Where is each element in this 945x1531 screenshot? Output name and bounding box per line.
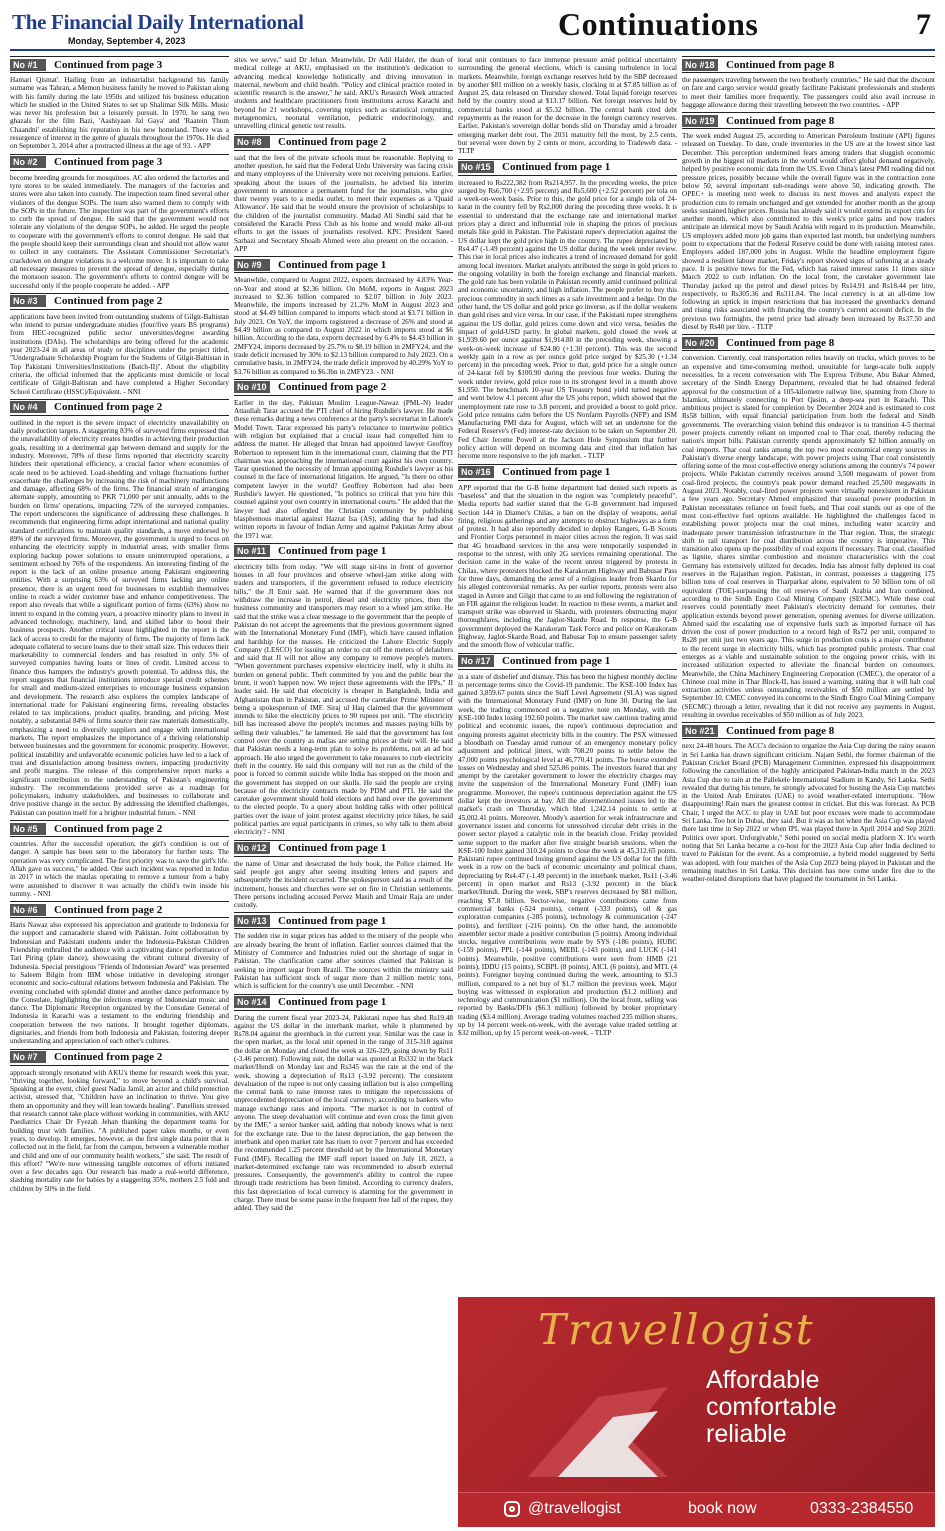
newspaper-title: The Financial Daily International	[12, 10, 304, 34]
story-header	[10, 1049, 229, 1066]
story	[10, 293, 229, 396]
continued-from-label: Continued from page 1	[502, 161, 611, 174]
story-number-badge: No #12	[234, 842, 270, 854]
instagram-icon	[504, 1501, 520, 1517]
masthead	[10, 8, 935, 48]
continued-from-label: Continued from page 2	[278, 381, 387, 394]
continued-from-label: Continued from page 1	[278, 258, 387, 271]
continued-from-label: Continued from page 2	[54, 295, 163, 308]
continued-from-label: Continued from page 8	[726, 58, 835, 71]
continued-from-label: Continued from page 2	[54, 401, 163, 414]
story-header	[10, 820, 229, 837]
story-header	[234, 134, 453, 151]
story-body: approach strongly resonated with AKU's theme for research week this year, "thriving together, looking forward," to move beyond a child's survival. Speaking at the event, chief guest Nadia Jamil, an actor and child protection activist, stressed that, "Children have an inclination to thrive. You give them an opportunity and they will lean towards healing". Panellists stressed that research cannot take place without working in communities, with AKU Paediatrics Chair Dr Fyezah Jehan thanking the department teams for building trust with families. "A published paper takes months, or even years, to develop. It emerges, however, as the first single data point that is collected out in the field, far from the campus, between a vulnerable mother and child and one of our community health workers," she said. The result of this effort? "We're now witnessing tangible outcomes of efforts initiated over a few decades ago. Our research has made a real-world difference, slashing mortality rate for babies by a staggering 35%, mothers 2.5 fold and children by 50% in the field	[10, 1068, 229, 1193]
column-2	[234, 56, 453, 1216]
continued-from-label: Continued from page 1	[278, 842, 387, 855]
ad-contact-bar	[458, 1492, 935, 1527]
story-body: local unit continues to face immense pressure amid political uncertainty surrounding the general elections, which is causing turbulence in local markets. Meanwhile, foreign exchange reserves held by the SBP decreased by another $81 million on a weekly basis, clocking in at $7.85 billion as of August 25, data released on Thursday showed. Total liquid foreign reserves held by the country stood at $13.17 billion. Net foreign reserves held by commercial banks stood at $5.32 billion. The central bank cited debt repayments as the reason for the decrease in the foreign currency reserves. Earlier, Pakistan's sovereign dollar bonds slid on Thursday amid a broader emerging market debt rout. The 2031 maturity fell the most, by 2.5 cents, but several were down by 2 cents or more, according to Tradeweb data. - TLTP	[458, 56, 677, 156]
story	[234, 912, 453, 990]
story-number-badge: No #19	[682, 115, 718, 127]
story-body: conversion. Currently, coal transportation relies heavily on trucks, which proves to be an expensive and time-consuming method, unsuitable for large-scale bulk supply necessities. In a recent conversation with The Express Tribune, Abu Bakar Ahmed, secretary of the Sindh Energy Department, revealed that he had obtained federal approval for the construction of a 105-kilometre railway line, spanning from Chore to Islamkot, ultimately connecting to Port Qasim, a deep-sea port in Karachi. This ambitious project is slated for completion by December 2024 and is estimated to cost Rs58 billion, with equal financial participation from both the federal and Sindh governments. The overarching vision behind this endeavor is to transition 4-5 thermal power projects currently reliant on imported coal to Thar coal, thereby reducing the nation's import bills. Pakistan currently spends approximately $2 billion annually on coal imports. Thar coal ranks among the top two most economical energy sources in Pakistan's diverse energy landscape, with power projects using Thar coal consistently offering some of the most cost-effective energy solutions among the country's 74 power projects. While Pakistan currently receives around 3,500 megawatts of power from coal-fired projects, the country's peak power demand reached 25,500 megawatts in August 2023. Notably, coal-fired power projects were virtually nonexistent in Pakistan a few years ago. Secretary Ahmed emphasized that seasonal power production in Pakistan necessitates reliance on fossil fuels, and Thar coal stands out as one of the most cost-effective fuel options available. He highlighted the challenges faced in establishing power projects near the coal mines, including water scarcity and inadequate power transmission infrastructure in the Thar region. Thus, the strategic shift to rail transport for coal distribution across the country is imperative. This transition also opens up the possibility of coal exports if necessary. Thar coal, classified as lignite, shares similar combustion and moisture characteristics with the coal Germany has extensively utilized for decades. India has almost fully depleted its coal reserves in the Rajasthan region. Pakistan, in contrast, possesses a staggering 175 billion tons of coal reserves in Tharparkar alone, equivalent to 50 billion tons of oil equivalent (TOE)-surpassing the oil reserves of Saudi Arabia and Iran combined, according to the Sindh Engro Coal Mining Company (SECMC). While these coal reserves could potentially meet Pakistan's electricity demand for centuries, their application extends beyond power generation, opening avenues for diverse utilization. Ahmed said the escalating use of expensive fuels such as imported furnace oil has driven the cost of power production to a record high of Rs72 per unit, compared to Rs28 per unit just two years ago. This surge in production costs is a major contributor to the recent surge in electricity bills, which has prompted public protests. Thar coal emerges as a viable and sustainable solution to the ongoing power crisis, with its increased utilization expected to alleviate the financial burden on consumers. Meanwhile, the China Machinery Engineering Corporation (CMEC), the operator of a Chinese coal mine in Thar Block-II, has issued a warning, stating that it will halt coal extraction activities unless outstanding receivables of $50 million are settled by September 10. CMEC conveyed its concerns to the Sindh Engro Coal Mining Company (SECMC) through a letter, revealing that it did not receive any payments in August, resulting in overdue receivables of $50 million as of July 2023.	[682, 354, 935, 720]
story-header	[682, 334, 935, 351]
continued-from-label: Continued from page 2	[54, 822, 163, 835]
story	[458, 653, 677, 1038]
continued-from-label: Continued from page 2	[54, 903, 163, 916]
story-number-badge: No #7	[10, 1051, 46, 1063]
story-number-badge: No #10	[234, 381, 270, 393]
continued-from-label: Continued from page 1	[278, 545, 387, 558]
page-number: 7	[916, 8, 931, 41]
issue-date: Monday, September 4, 2023	[68, 36, 186, 46]
airplane-tail-icon	[518, 1377, 678, 1487]
story	[10, 901, 229, 1045]
story	[234, 56, 453, 131]
story-header	[234, 912, 453, 929]
story-number-badge: No #1	[10, 59, 46, 71]
story	[10, 56, 229, 151]
story	[10, 399, 229, 817]
story	[682, 334, 935, 719]
story-body: The sudden rise in sugar prices has added to the misery of the people who are already bearing the brunt of inflation. Earlier sources claimed that the Ministry of Commerce and Industries ruled out the shortage of sugar in Pakistan. The clarification came after sources claimed that Pakistan is seeking to import sugar from Brazil. The sources within the ministry said Pakistan has sufficient stock of sugar more than 2 million metric tons, which is sufficient for the country's use until December. - NNI	[234, 932, 453, 991]
continued-from-label: Continued from page 1	[278, 914, 387, 927]
story-header	[458, 159, 677, 176]
story-number-badge: No #11	[234, 545, 270, 557]
story-number-badge: No #2	[10, 156, 46, 168]
story-body: APP reported that the G-B home department had denied such reports as "baseless" and that the situation in the region was "completely peaceful". Media reports had earlier stated that the G-B government had imposed Section 144 in Diamer's Chilas, a ban on the display of weapons, aerial firing, religious gatherings and any attempts to obstruct highways as a form of protest. It had also reportedly decided to deploy Rangers, G-B Scouts and Frontier Corps personnel in major cities across the region. It was said that 4G broadband services in the area were temporarily suspended in response to the unrest, with only 2G services remaining operational. The decision came in the wake of the recent unrest triggered by protests in Chilas, where protesters blocked the Karakoram Highway and Babusar Pass for three days, demanding the arrest of a religious leader from Skardu for his alleged controversial remarks. As per earlier reports, protests were also staged in Astore and Gilgit that came to an end following the registration of an FIR against the religious leader. In reaction to these events, a market and transport strike was observed in Skardu, with protesters obstructing major thoroughfares, including the Jaglot-Skardu Road. In response, the G-B government deployed the Karakoram Task Force and police on Karakoram Highway, Jaglot-Skardu Road, and Babusar Top to ensure passenger safety and the smooth flow of vehicular traffic.	[458, 483, 677, 650]
story-header	[458, 464, 677, 481]
story	[234, 994, 453, 1213]
story	[10, 1049, 229, 1193]
story	[458, 464, 677, 650]
continued-from-label: Continued from page 3	[54, 156, 163, 169]
story-body: Meanwhile, compared to August 2022, exports decreased by 4.83% Year-on-Year and stood at $2.36 billion. On MoM, exports in August 2023 increased to $2.36 billion compared to $2.07 billion in July 2023. Meanwhile, the imports increased by 21.2% MoM in August 2023 and stood at $4.49 billion compared to imports which stood at $3.71 billion in July 2023. On YoY, the imports registered a decrease of 26% and stood at $4.49 billion as compared to August 2022 in which imports stood at $6 billion. According to the data, exports decreased by 6.4% to $4.43 billion in 2MFY24, imports decreased by 25.7% to $8.19 billion in 2MFY24, and the trade deficit increased by 30% to $2.13 billion compared to July 2023. On a cumulative basis, in 2MFY24, the trade deficit improved by 40.29% YoY to $3.76 billion as compared to $6.3bn in 2MFY23. - NNI	[234, 276, 453, 376]
column-1	[10, 56, 229, 1196]
story-header	[234, 379, 453, 396]
continued-from-label: Continued from page 2	[278, 136, 387, 149]
ad-tagline-line-3: reliable	[706, 1420, 787, 1448]
continued-from-label: Continued from page 8	[726, 724, 835, 737]
story-number-badge: No #17	[458, 655, 494, 667]
story	[234, 543, 453, 837]
continued-from-label: Continued from page 2	[54, 1051, 163, 1064]
ad-book-now[interactable]: book now	[688, 1500, 757, 1517]
story-header	[234, 994, 453, 1011]
story	[234, 379, 453, 540]
story-body: become breeding grounds for mosquitoes. AC also ordered the factories and tyre stores to be sealed immediately. The managers of the factories and stores were also taken into custody. The inspection team fined several other violators of the dengue SOPs. The team also warned them to comply with the SOPs in the future. The inspection was part of the government's efforts to curb the spread of dengue. He said that the government would not tolerate any violations of the dengue SOPs, he added. He urged the people to cooperate with the government's efforts to control dengue. He said that the people should keep their surroundings clean and should not allow water to collect in any containers. The Assistant Commissioner Secretariat's crackdown on dengue violations is a welcome move. It is important to take all necessary measures to prevent the spread of dengue, especially during the monsoon season. The government's efforts to control dengue will be successful only if the people cooperate he added. - APP	[10, 173, 229, 290]
story-header	[234, 840, 453, 857]
story	[682, 722, 935, 883]
continued-from-label: Continued from page 1	[278, 996, 387, 1008]
story-number-badge: No #3	[10, 295, 46, 307]
column-3	[458, 56, 677, 1041]
story	[10, 154, 229, 290]
story-number-badge: No #9	[234, 259, 270, 271]
story-body: the name of Umar and desecrated the holy book, the Police claimed. He said people got angry after seeing insulting letters and papers and subsequently the incident occurred. The spokesperson said as a result of the incitement, houses and churches were set on fire in Christian settlements. Three persons including accused Pervez Masih and Umair Raja are under custody.	[234, 859, 453, 910]
story-body: applications have been invited from outstanding students of Gilgit-Baltistan who intend to pursue undergraduate studies (four/five years BS programs) from HEC-recognized public sector universities/degree awarding institutions (DAIs). The scholarships are being offered for the academic year 2023-24 in all areas of study or disciplines under the project titled, "Undergraduate Scholarship Program for the Students of Gilgit-Baltistan in Top Pakistani Universities/Institutions (Batch-II)". About the eligibility criteria, the official informed that the applicants must domicile or local certificate of Gilgit-Baltistan and have completed a Higher Secondary School Certificate (HSSC)/Equivalent. - NNI	[10, 312, 229, 396]
story-body: next 24-48 hours. The ACC's decision to organize the Asia Cup during the rainy season in Sri Lanka has drawn significant criticism. Najam Sethi, the former chairman of the Pakistan Cricket Board (PCB) Management Committee, expressed his disappointment following the cancellation of the highly anticipated Pakistan-India match in the 2023 Asia Cup due to rain at the Pallekele International Stadium in Kandy, Sri Lanka. Sethi revealed that during his tenure, he strongly advocated for hosting the Asia Cup matches in the United Arab Emirates (UAE) to avoid weather-related interruptions. "How disappointing! Rain mars the greatest contest in cricket. But this was forecast. As PCB Chair, I urged the ACC to play in UAE but poor excuses were made to accommodate Sri Lanka. Too hot in Dubai, they said. But it was as hot when the Asia Cup was played there last time in Sep 2022 or when IPL was played there in April 2014 and Sep 2020. Politics over sport. Unforgivable," Sethi posted on social media platform X. It's worth noting that Sri Lanka became a co-host for the 2023 Asia Cup after India declined to travel to Pakistan for the event. As a compromise, a hybrid model suggested by Sethi was adopted, with four matches of the Asia Cup 2023 being played in Pakistan and the remaining matches in Sri Lanka. This decision has now come under fire due to the weather-related disruptions that have plagued the tournament in Sri Lanka.	[682, 742, 935, 884]
story	[234, 840, 453, 910]
ad-social-handle[interactable]: @travellogist	[528, 1500, 621, 1517]
story-header	[234, 543, 453, 560]
story	[682, 56, 935, 109]
story-body: Haris Nawaz also expressed his appreciation and gratitude to Indonesia for the support and camaraderie shared with Pakistan. Joint collaboration by Indonesian and Pakistani students under the Indonesia-Pakistan Children Friendship enthralled the audience with a captivating dance performance of Tari Piring (plate dance), showcasing the vibrant cultural diversity of Indonesia. Special prestigious "Friends of Indonesian Award" was presented to Saleem Bilgin from IBM whose initiative in developing stronger economic and socio-cultural relations between Indonesia and Pakistan. The evening concluded with splendid dinner and another dance performance by the Consulate, highlighting the infectious energy of Indonesian music and dance. The Diplomatic Reception organized by the Consulate General of Indonesia in Karachi was a testament to the enduring friendship and cooperation between the two nations. It brought together diplomats, dignitaries, and friends from both Indonesia and Pakistan, fostering deeper understanding and appreciation of each other's cultures.	[10, 921, 229, 1046]
story-number-badge: No #5	[10, 823, 46, 835]
travellogist-advertisement[interactable]	[458, 1297, 935, 1527]
story-header	[10, 293, 229, 310]
masthead-rule	[10, 49, 935, 51]
story-number-badge: No #6	[10, 904, 46, 916]
story-number-badge: No #20	[682, 337, 718, 349]
story-body: in a state of disbelief and dismay. This has been the highest monthly decline in percentage terms since the Covid-19 pandemic. The KSE-100 Index has gained 3,859.67 points since the Staff Level Agreement (SLA) was signed with the International Monetary Fund (IMF) on June 30. During the last week, the trading commenced on a negative note on Monday, with the KSE-100 Index losing 192.60 points. The market saw cautious trading amid political and economic issues, the rupee's continuous depreciation and ongoing protests against electricity bills in the country. The PSX witnessed a bloodbath on Tuesday amid rumour of an emergency monetary policy adjustment and political jitters, with 708.20 points to settle below the 47,000 points psychological level at 46,770.41 points. The bourse extended losses on Wednesday and shed 525.86 points. The investors feared that any attempt by the caretaker government to lower the electricity charges may invite the suspension of the International Monetary Fund (IMF) loan programme. Moreover, the rupee's continuous depreciation against the US dollar kept the investors at bay. All the aforementioned issues led to the market's crash on Thursday, which bled 1,242.14 points to settle at 45,002.41 points. Moreover, Moody's assertion for weak infrastructure and governance issues and concerns for unresolved circular debt crisis in the power sector played a catalytic role in the bearish close. Friday provided some support to the market after five straight bearish sessions, when the KSE-100 Index gained 310.24 points to close the week at 45,312.65 points. Pakistani rupee continued losing ground against the US dollar for the fifth week in a row on the back of economic uncertainty and political chaos, depreciating by Rs4.47 (-1.49 percent) in the interbank market, Rs11 (-3.46 percent) in open market and Rs13 (-3.92 percent) in the black market/Hundi. During the week, SBP's reserves decreased by $81 million, reaching $7.8 billion. Sector-wise, negative contributions came from commercial banks (-524 points), cement (-333 points), oil & gas exploration companies (-285 points), technology & communication (-247 points), and fertilizer (-216 points). On the other hand, the automobile assembler sector made a positive contribution (5 points). Among individual stocks, negative contributions were made by SYS (-186 points), HUBC (-159 points), PPL (-144 points), MEBL (-143 points), and LUCK (-141 points). Meanwhile, positive contributions were seen from HMB (21 points), IDDU (15 points), SCBPL (8 points), AICL (6 points), and MTL (4 points). Foreigner buying continued during the week, amounting to $3.3 million, compared to a net buy of $1.7 million the previous week. Major buying was witnessed in exploration and production ($1.2 million) and technology and communication ($1 million). On the local front, selling was reported by Banks/DFIs ($6.3 million) followed by broker proprietary trading ($3.4 million). Average trading volumes reached 235 million shares, up by 14 percent week-on-week, with the average value traded settling at $32 million, up by 15 percent week-on-week. - TLTP	[458, 672, 677, 1038]
story	[10, 820, 229, 898]
story-number-badge: No #14	[234, 996, 270, 1008]
story-number-badge: No #18	[682, 59, 718, 71]
continued-from-label: Continued from page 1	[502, 655, 611, 668]
story	[234, 134, 453, 254]
story-header	[10, 399, 229, 416]
ad-tagline-line-2: comfortable	[706, 1393, 837, 1421]
section-title: Continuations	[558, 6, 759, 42]
story	[682, 112, 935, 331]
ad-tagline	[706, 1367, 926, 1448]
story	[458, 56, 677, 156]
story-body: Earlier in the day, Pakistan Muslim League-Nawaz (PML-N) leader Attaullah Tarar accused the PTI chief of hiring Rushdie's lawyer. He made these remarks during a news conference at the party's secretariat in Lahore's Model Town. Tarar expressed his party's reluctance to intertwine politics with religion but explained that a crucial issue had compelled him to address the matter. He alleged that Imran had appointed lawyer Geoffrey Robertson to represent him in the international court, claiming that the PTI chairman was approaching the international court against his own country. Tarar questioned the necessity of Imran appointing Rushdie's lawyer as his counsel in the face of international litigation. He argued, "Is there no other competent lawyer in the world? Geoffrey Robertson had also been Rushdie's lawyer. He questioned, "Is politics so critical that you hire this counsel against your own country in international courts." He added that the lawyer had also offended the Christian community by publishing blasphemous material against Hazrat Isa (AS), adding that he had also written reports in favour of Indian Army and against Pakistan Army about the 1971 war.	[234, 398, 453, 540]
ad-phone-number[interactable]: 0333-2384550	[810, 1500, 914, 1517]
ad-brand-logo: Travellogist	[538, 1305, 815, 1354]
story-number-badge: No #8	[234, 136, 270, 148]
story-body: said that the fees of the private schools must be reasonable. Replying to another question, he said that the Federal Urdu University was facing crisis and many employees of the University were not receiving pensions. Earlier, speaking about the issues of the journalists, he advised his interim government to announce a permanent fund for the journalists, who give their twenty years to a media outlet, to meet their expenses as a 'Quaid Allowance'. He said that he would ensure the provision of scholarships to the children of the journalist community. Madad Ali Sindhi said that he considered the Karachi Press Club as his home and would make all-out efforts to get the issues of journalists resolved. KPC President Saeed Sarbazi and Secretary Shoaib Ahmed were also present on the occasion. - APP	[234, 153, 453, 253]
ad-tagline-line-1: Affordable	[706, 1366, 820, 1394]
story	[234, 256, 453, 376]
story-body: electricity bills from today. "We will stage sit-ins in front of governor houses in all four provinces and observe wheel-jam strike along with traders and transporters, if the government refused to reduce electricity bills," the JI Emir said. He warned that if the government does not withdraw the increase in petrol, diesel and electricity prices, then the business community and transporters may resort to a wheel jam strike. He said that the strike was a clear message to the government that the people of Pakistan do not accept the agreements that the previous government signed with the International Monetary Fund (IMF), which have caused inflation and hardship for the masses. He criticized the Lahore Electric Supply Company (LESCO) for issuing an order to cut off the meters of defaulters and said that JI will not allow any company to remove people's meters. "When government purchases expensive electricity itself, why it shifts its burden on general public. Theft committed by you and the public bear the brunt, it won't happen now. We reject these agreements with the IPPs," JI leader said. He said that electricity is cheaper in Bangladesh, India and Afghanistan than in Pakistan, and accused the caretaker Prime Minister of being a spokesperson of IMF. Siraj ul Haq claimed that the government intends to hike the electricity prices to 90 rupees per unit. "The electricity bill has increased above the people's incomes and masses paying bills by selling their valuables," he lamented. He said that the government has lost control over the country as mafias are setting prices at their will. He said that Pakistan needs a long-term plan to solve its problems, not an ad hoc approach. He also urged the government to take measures to curb electricity theft in the country. He said this company will not run as the child of the poor is forced to commit suicide while India has stepped on the moon and the government has stepped on our skulls. He said the people are crying because of the electricity contracts made by PDM and PTI. He said the caretaker government should hold elections and hand over the government to the elected people. To a query about holding talks with other political parties over the issue of joint protest against electricity price hikes, he said political parties are equal participants in crimes, so why talk to them about electricity? - NNI	[234, 562, 453, 837]
story-number-badge: No #16	[458, 466, 494, 478]
story-number-badge: No #13	[234, 915, 270, 927]
story-header	[682, 112, 935, 129]
story-number-badge: No #15	[458, 161, 494, 173]
story-header	[234, 256, 453, 273]
story-body: increased to Rs222,382 from Rs214,957. In the preceding weeks, the price surged by Rs6,700 (+2.95 percent) and Rs5,600 (+2.52 percent) per tola on a week-on-week basis. Prior to this, the gold price for a single tola of 24-karat in the country fell by Rs2,000 during the preceding three weeks. It is essential to understand that the exchange rate and international market prices play a direct and influential role in shaping the prices of precious metals like gold in Pakistan. The Pakistani rupee's depreciation against the US dollar kept the gold price high in the country. The rupee depreciated by Rs4.47 (-1.49 percent) against the US dollar during the week under review. This rise in local prices also indicates a trend of increased demand for gold among local investors. Market analysts attributed the surge in gold prices to the ongoing volatility in both the foreign exchange and financial markets. The gold rate has been volatile in Pakistan recently amid continued political and economic uncertainty, and high inflation. The people prefer to buy this precious commodity in such times as a safe investment and a hedge. On the other hand, the US dollar and gold price go inverse, as if the dollar weakens than gold rises and vice versa. In our case, if the Pakistani rupee strengthens against the US dollar, gold prices come down and vice versa, besides the impact of gold-USD parity. In global markets, gold closed the week at $1,939.60 per ounce against $1,914.80 in the preceding week, showing a week-on-week increase of $24.80 (+1.30 percent). This was the second weekly gain in a row as per ounce gold price surged by $25.30 (+1.34 percent) in the preceding week. Prior to that, gold price for a single ounce of 24-karat fell by $100.90 during the previous four weeks. During the week under review, gold price rose to its strongest level in a month above $1,950. The benchmark 10-year US Treasury bond yield turned negative and went below 4.1 percent after the US jobs report, which showed that the unemployment rate rose to 3.8 percent, and provided a boost to gold price. Gold price remains calm before the US Nonfarm Payrolls (NFP) and ISM Manufacturing PMI data for August, which will set an undertone for the Federal Reserve's (Fed) interest-rate decision to be taken on September 20. Fed Chair Jerome Powell at the Jackson Hole Symposium that further policy action will depend on incoming data and cited that inflation has become more responsive to the job market. - TLTP	[458, 178, 677, 461]
story-body: Hamari Qismat'. Hailing from an industrialist background his family surname was Tahran, a Memon business family he moved to Pakistan along with his family during the late 1950s and utilized his business education which he studied in the United States to set up Shalimar Silk Mills. Music was never his profession but a leisurely pursuit. In 1970, he sang two ghazals for the film Bazi, 'Aashiyaan Jal Gaya' and 'Raatein Thum Chaandni' establishing his reputation in his new homeland. There was a resurgence of interest in the genre of ghazals throughout the 1970s. He died on September 3, 2014 after a protracted illness at the age of 93. - APP	[10, 76, 229, 151]
story-header	[682, 56, 935, 73]
story-header	[10, 56, 229, 73]
story-body: countries. After the successful operation, the girl's condition is out of danger. A sample has been sent to the laboratory for further tests. The operation was very complicated. The first priority was to save the girl's life. Allah gave us success," he added. One such incident was reported in Indus in 2017 in which the maulas operating to remove a tumour from a baby were astonished to discover it was actually the child's twin inside his tummy. - NNI	[10, 840, 229, 898]
story-body: The week ended August 25, according to American Petroleum Institute (API) figures released on Tuesday. To date, crude inventories in the US are at the lowest since last December. This perception undermined fears among traders that sluggish economic growth in the biggest oil markets in the world would affect global demand negatively, helped by positive economic data from the US. Even China's latest PMI reading did not pressure prices, possibly because while the overall figure was in the contraction zone below 50, several important sub-readings were above 50, indicating growth. The OPEC+ is meeting next week to discuss its next moves and analysts expect the production cuts to remain unchanged and get extended for another month as the group seeks sustained higher prices. Russia has already said it would extend its export cuts for another month, which also contributed to this week's price gains and now traders anticipate an identical move by Saudi Arabia with regard to its production. Meanwhile, US employers added more job gains than expected last month, but underlying numbers point to expectations that the Federal Reserve could be done with raising interest rates. Employers added 187,000 jobs in August. While the headline employment figure showed a resilient labour market, Friday's report showed signs of softening at a steady pace. It is positive news for the Fed, which has raised interest rates 11 times since March 2022 to curb inflation. On the local front, the caretaker government late Thursday jacked up the petrol and diesel prices by Rs14.91 and Rs18.44 per litre, respectively, to Rs305.36 and Rs311.84. The local currency is at an all-time low following an uptick in import restrictions that has increased the greenback's demand and rising risks associated with financing the country's current account deficit. In the previous two fortnights, the petrol price had already been increased by Rs37.50 and diesel by Rs40 per litre. - TLTP	[682, 132, 935, 332]
story	[458, 159, 677, 461]
continued-from-label: Continued from page 1	[502, 466, 611, 479]
continued-from-label: Continued from page 8	[726, 336, 835, 349]
story-body: sites we serve," said Dr Jehan. Meanwhile, Dr Adil Haider, the dean of medical college at AKU, emphasised on the institution's dedication to advancing medical knowledge holistically and driving innovation in maternal, newborn and child health. "Policy and clinical practice rooted in scientific research is the answer," he said. AKU's Research Week attracted students and healthcare practitioners from institutions across Karachi and beyond for 21 workshops, covering topics such as statistical computing, metagenomics, neonatal ventilation, pediatric endocrinology, and unravelling clinical genetic test results.	[234, 56, 453, 131]
story-number-badge: No #21	[682, 725, 718, 737]
story-header	[10, 154, 229, 171]
column-4	[682, 56, 935, 886]
continued-from-label: Continued from page 3	[54, 58, 163, 71]
story-number-badge: No #4	[10, 401, 46, 413]
story-header	[682, 722, 935, 739]
continued-from-label: Continued from page 8	[726, 114, 835, 127]
story-header	[10, 901, 229, 918]
story-body: the passengers traveling between the two brotherly countries." He said that the discount on fare and cargo service would greatly facilitate Pakistani professionals and students to meet their families more frequently. The passengers could also avail increase in baggage allowance during their travelling between the two countries. - APP	[682, 76, 935, 109]
story-header	[458, 653, 677, 670]
story-body: During the current fiscal year 2023-24, Pakistani rupee has shed Rs19.48 against the US dollar in the interbank market, while it plummeted by Rs78.04 against the greenback in the current year. Similar was the case in the open market, as the local unit opened in the range of 315-318 against the dollar on Monday and closed the week at 326-329, going down by Rs11 (-3.46 percent). Following suit, the dollar was quoted at Rs332 in the black market/Hundi on Monday last and Rs345 was the rate at the end of the week, showing a depreciation of Rs13 (-3.92 percent). The consistent devaluation of the rupee is not only causing inflation but is also compelling the central bank to raise interest rates to mitigate the repercussions of unprecedented depreciation of the local currency, according to bankers who manage exchange rates and imports. "The market is not in control of anyone. The steep devaluation will continue and even cross the limit given by the IMF," a senior banker said, adding that nobody knows what is next for the exchange rate. Due to the latest depreciation, the gap between the interbank and open market rate has risen to over 7 percent and has exceeded the recommended 1.25 percent threshold set by the International Monetary Fund (IMF). Recalling the IMF staff report issued on July 18, 2023, a market-determined exchange rate was recommended to absorb external pressures. Consequently, the government's ability to control the rupee through trade restrictions has been limited. According to currency dealers, this fast depreciation of local currency is alarming for the government in charge. There must be some pause in the frequent free fall of the rupee, they added. They said the	[234, 1013, 453, 1213]
story-body: outlined in the report is the severe impact of electricity unavailability on daily production targets. A staggering 83% of surveyed firms expressed that the unavailability of electricity creates hurdles in achieving their production goals, resulting in a detrimental gap between demand and supply for the industry. Moreover, 78% of these firms reported that electricity scarcity hinders their operational efficiency, a crucial factor where economies of scale need to be achieved. Load-shedding and voltage fluctuations further exacerbate the challenges by increasing the risk of machinery malfunctions and damage, affecting 68% of the firms. The financial strain of arranging alternate supply, amounting to PKR 71,000 per unit annually, adds to the burden on firms' operations, impacting 72% of the surveyed companies. The report underscores the significance of addressing these challenges. It recommends that engineering firms adopt international and national quality standard certifications to maintain quality standards, a move endorsed by 89% of the surveyed firms. Moreover, the government is urged to focus on enhancing the electricity supply in industrial areas, with smaller firms exploring backup power solutions to ensure uninterrupted operations, a sentiment echoed by 76% of the respondents. An interesting finding of the report is the lack of an online presence among Pakistani engineering entities. With a surprising 63% of surveyed firms lacking any online presence, there is an urgent need for businesses to establish themselves online to reach a wider customer base and enhance competitiveness. The report also reveals that while a significant portion of firms (63%) show no intent to expand in the coming years, a proactive minority plans to invest in advanced technology, machinery, land, and skilled labor to boost their business prospects. Another critical issue highlighted in the report is the lack of access to credit for the majority of firms. The majority of firms lack adequate collateral to secure loans due to their small size. This reduces their marketability to commercial lenders and has resulted in only 5% of surveyed companies having loans or lines of credit. Limited access to finance thus hampers the industry's growth potential. To address this, the report suggests that financial institutions introduce special credit schemes for small and medium-sized enterprises to encourage business expansion and development. The research also explores the complex landscape of international trade for Pakistani engineering firms, revealing obstacles related to tax implications, product quality, branding, and pricing. Most notably, a substantial 84% of firms source their raw materials domestically, emphasizing a need to diversify suppliers and engage with international markets. The report emphasizes the importance of a thriving relationship between businesses and the government for economic prosperity. However, political instability and unfavorable economic policies have led to a lack of trust and dissatisfaction among business owners, impacting productivity and profit margins. The release of this comprehensive report marks a significant contribution to the understanding of Pakistan's engineering industry. The recommendations provided serve as a roadmap for policymakers, industry stakeholders, and businesses to collaborate and drive positive change in the sector. By addressing the identified challenges, Pakistan can position itself for a brighter industrial future. - NNI	[10, 418, 229, 817]
